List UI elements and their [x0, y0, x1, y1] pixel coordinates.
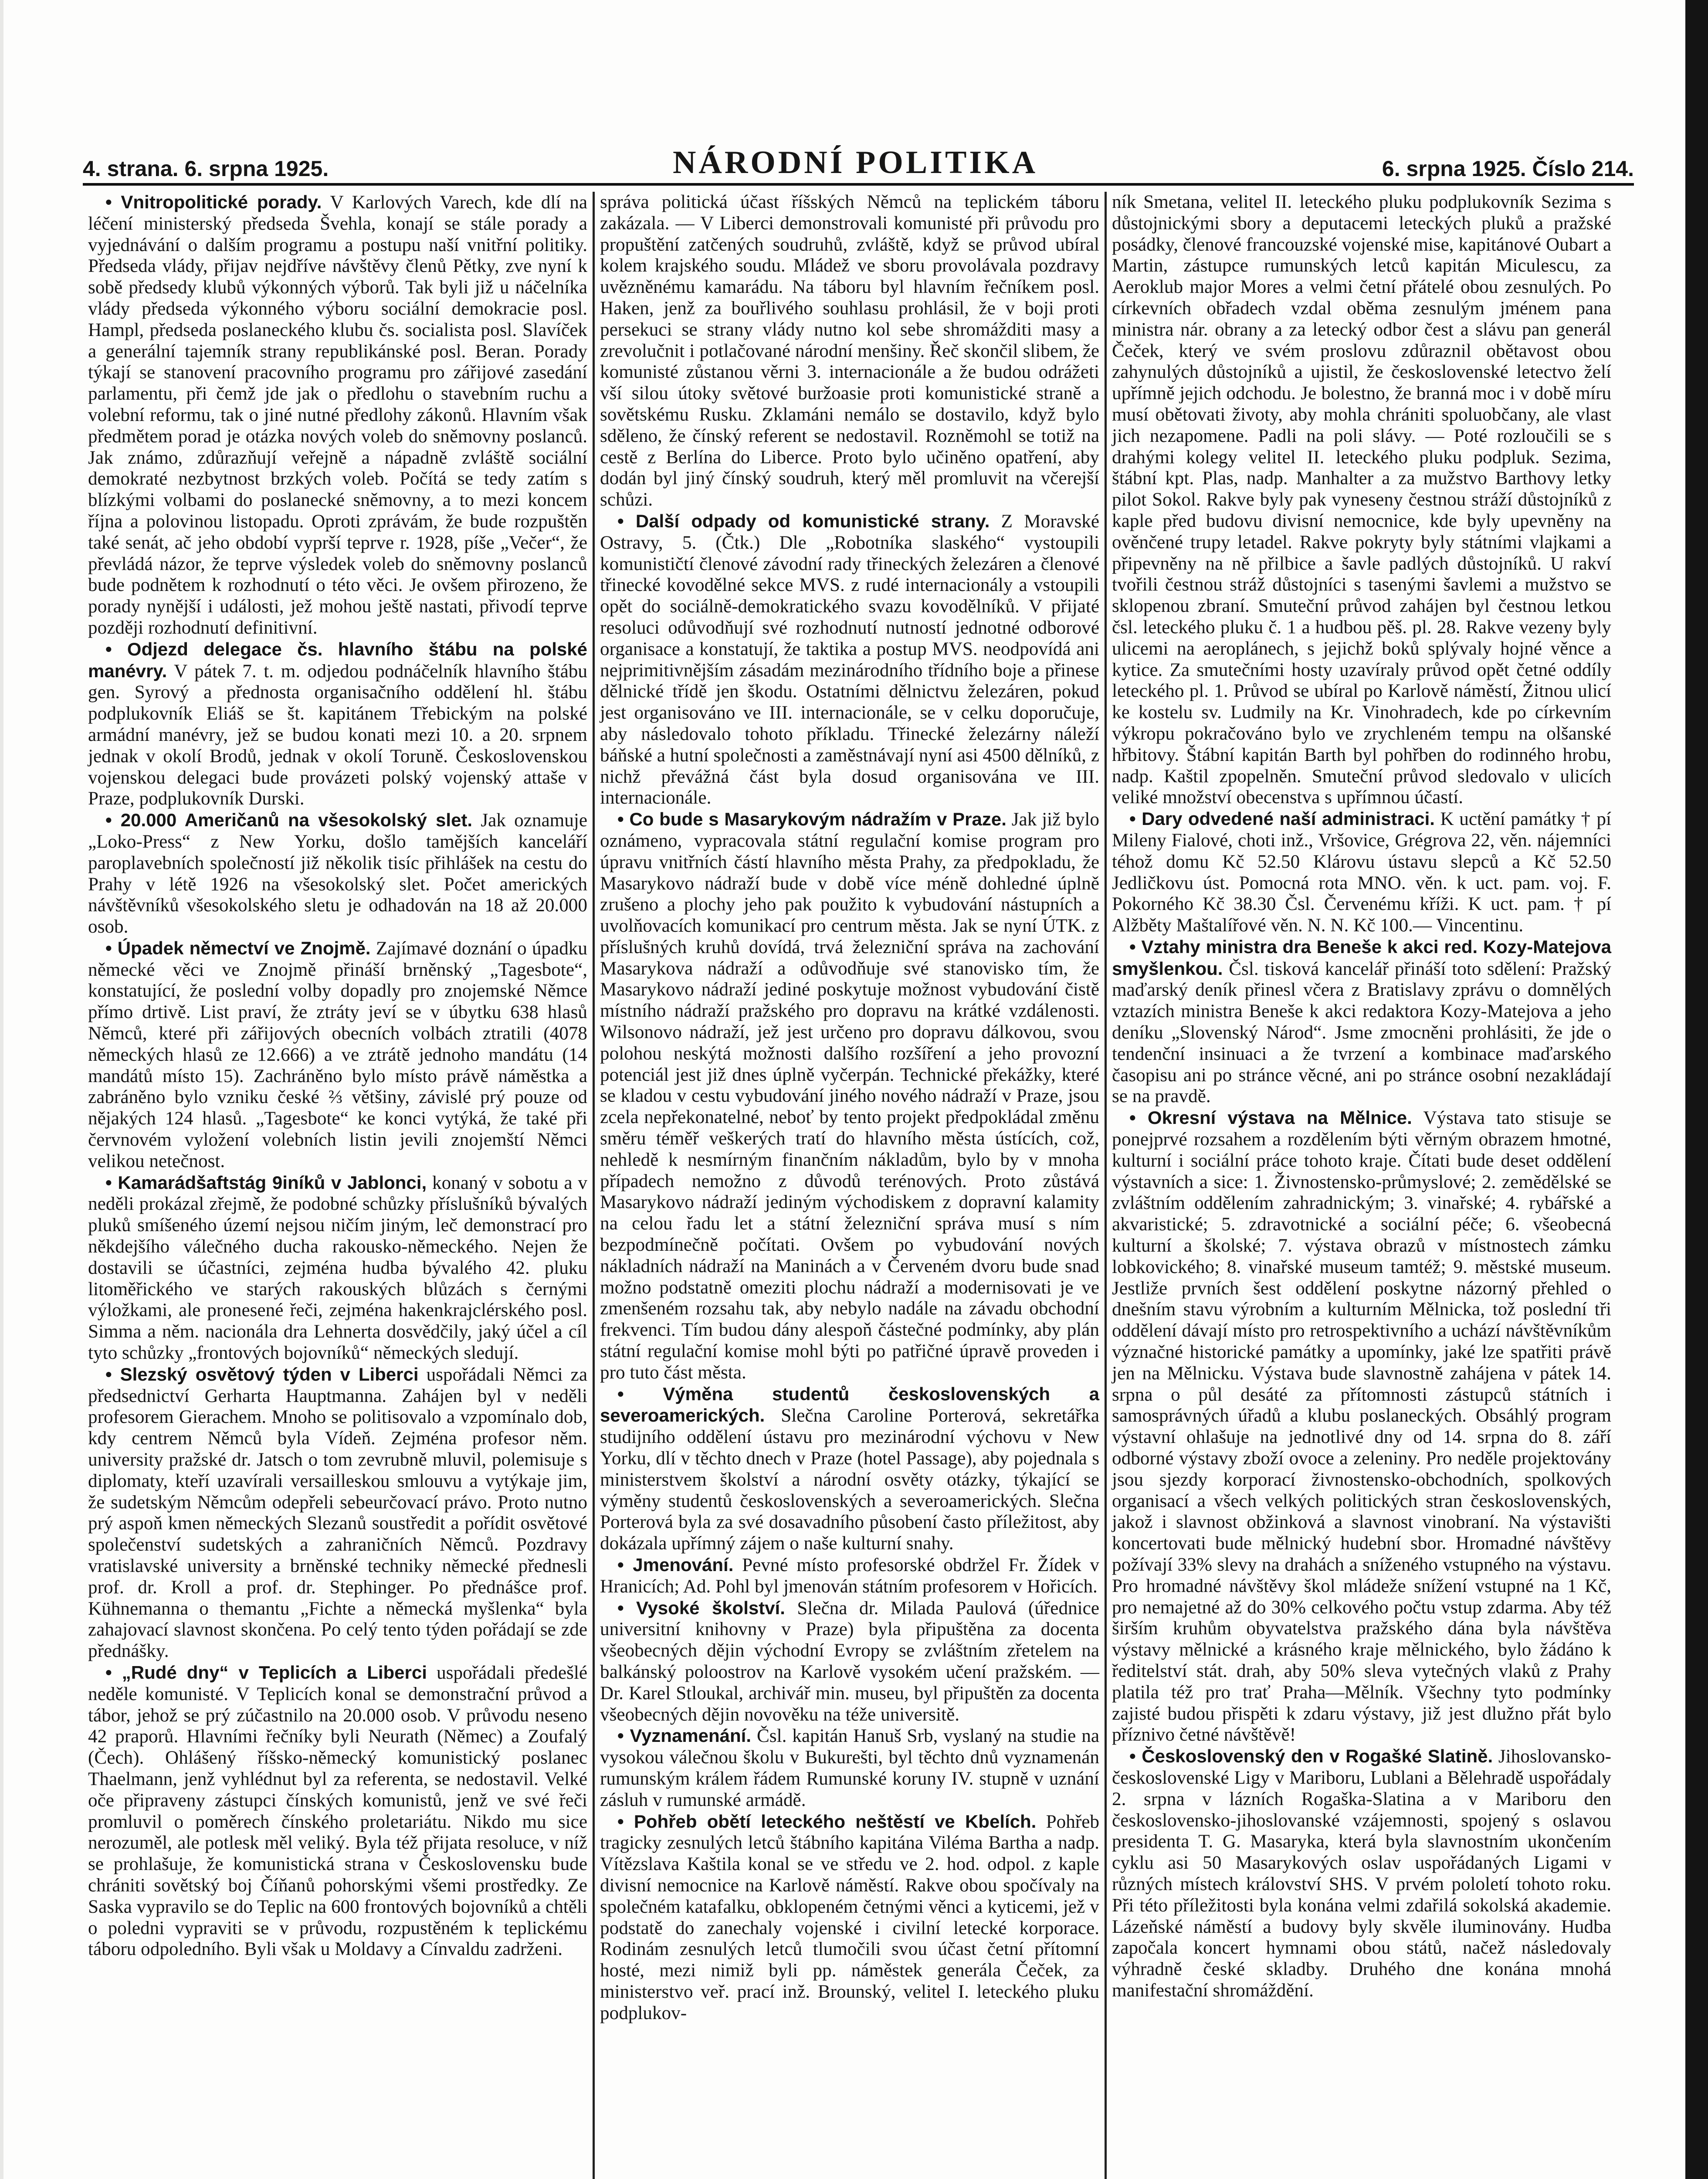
article-body: ník Smetana, velitel II. leteckého pluku podplukovník Sezima s důstojnickými sbory a deputacemi leteckých pluků a pražské posádky, členové francouzské vojenské mise, kapitánové Oubart a Martin, zástupce rumunských letců kapitán Miculescu, za Aeroklub major Mores a velmi četní přátelé obou zesnulých. Po církevních obřadech vzdal oběma zesnulým jménem pana ministra nár. obrany a za letecký odbor čest a slávu pan generál Čeček, který ve svém proslovu zdůraznil obětavost obou zahynulých důstojníků a ujistil, že československé letectvo želí upřímně jejich odchodu. Je bolestno, že branná moc i v době míru musí obětovati životy, aby mohla chrániti spoluobčany, ale vlast jich nezapomene. Padli na poli slávy. — Poté rozloučili se s drahými kolegy velitel II. leteckého pluku podpluk. Sezima, štábní kpt. Plas, nadp. Manhalter a za mužstvo Barthovy letky pilot Sokol. Rakve byly pak vyneseny čestnou stráží důstojníků z kaple před budovu divisní nemocnice, kde byly upevněny na ověnčené trupy letadel. Rakve pokryty byly státními vlajkami a připevněny na ně přilbice a šavle padlých důstojníků. U rakví tvořili čestnou stráž důstojníci s tasenými šavlemi a mužstvo se sklopenou zbraní. Smuteční průvod zahájen byl čestnou letkou čsl. leteckého pluku č. 1 a hudbou pěš. pl. 28. Rakve vezeny byly ulicemi na aeroplánech, s jejichž boků splývaly hojné věnce a kytice. Za smutečními hosty uzavíraly průvod opět četné oddíly leteckého pl. 1. Průvod se ubíral po Karlově náměstí, Žitnou ulicí ke kostelu sv. Ludmily na Kr. Vinohradech, kde po církevním výkropu pokračováno bylo ve zrychleném tempu na olšanské hřbitovy. Štábní kapitán Barth byl pohřben do rodinného hrobu, nadp. Kaštil zpopelněn. Smuteční průvod sledovalo v ulicích veliké množství obecenstva s upřímnou účastí.: [1112, 192, 1611, 808]
article-paragraph: [600, 511, 1099, 809]
article-body: Čsl. kapitán Hanuš Srb, vyslaný na studie na vysokou válečnou školu v Bukurešti, byl těchto dnů vyznamenán rumunským králem řádem Rumunské koruny IV. stupně v uznání zásluh v rumunské armádě.: [600, 1726, 1100, 1810]
article-headline: • „Rudé dny“ v Teplicích a Liberci: [105, 1662, 427, 1683]
article-headline: • Odjezd delegace čs. hlavního štábu na polské manévry.: [88, 638, 587, 681]
column-2: [595, 192, 1105, 2179]
article-body: Jihoslovansko-československé Ligy v Mariboru, Lublani a Bělehradě uspořádaly 2. srpna v lázních Rogaška-Slatina a v Mariboru den československo-jihoslovanské vzájemnosti, spojený s oslavou presidenta T. G. Masaryka, která byla slavnostním ukončením cyklu asi 50 Masarykových oslav uspořádaných Ligami v různých místech království SHS. V prvém pololetí tohoto roku. Při této příležitosti byla konána velmi zdařilá sokolská akademie. Lázeňské náměstí a budovy byly skvěle iluminovány. Hudba započala koncert hymnami obou států, načež následovaly výhradně české skladby. Druhého dne konána mnohá manifestační shromáždění.: [1112, 1746, 1611, 2001]
article-headline: • Okresní výstava na Mělnice.: [1129, 1107, 1412, 1128]
masthead-title: NÁRODNÍ POLITIKA: [672, 145, 1038, 180]
column-1: [83, 192, 593, 2179]
header-rule: [83, 183, 1634, 186]
article-headline: • Vztahy ministra dra Beneše k akci red. Kozy-Matejova smyšlenkou.: [1112, 936, 1611, 979]
article-paragraph: [600, 1811, 1099, 2024]
article-body: V pátek 7. t. m. odjedou podnáčelník hlavního štábu gen. Syrový a přednosta organisačního oddělení hl. štábu podplukovník Eliáš se št. kapitánem Třebickým na polské armádní manévry, jež se budou konati mezi 10. a 20. srpnem jednak v okolí Brodů, jednak v okolí Toruně. Československou vojenskou delegaci bude provázeti polský vojenský attaše v Praze, podplukovník Durski.: [88, 661, 587, 809]
article-paragraph: [600, 192, 1099, 511]
article-body: K uctění památky † pí Mileny Fialové, choti inž., Vršovice, Grégrova 22, věn. nájemníci téhož domu Kč 52.50 Klárovu ústavu slepců a Kč 52.50 Jedličkovu úst. Pomocná rota MNO. věn. k uct. pam. voj. F. Pokorného Kč 38.30 Čsl. Červenému kříži. K uct. pam. † pí Alžběty Maštalířové věn. N. N. Kč 100.— Vincentinu.: [1112, 809, 1612, 936]
article-body: uspořádali předešlé neděle komunisté. V Teplicích konal se demonstrační průvod a tábor, jehož se prý zúčastnilo na 20.000 osob. V průvodu neseno 42 praporů. Hlavními řečníky byli Neurath (Němec) a Zoufalý (Čech). Ohlášený říšsko-německý komunistický poslanec Thaelmann, jenž vyhlédnut byl za referenta, se nedostavil. Velké oče připraveny zástupci čínských komunistů, jenž ve své řeči promluvil o poměrech čínského proletariátu. Nikdo mu sice nerozuměl, ale potlesk měl veliký. Byla též přijata resoluce, v níž se prohlašuje, že komunistická strana v Československu bude chrániti sovětský boj Číňanů pohorskými všemi prostředky. Ze Saska vypravilo se do Teplic na 600 frontových bojovníků a chtěli o poledni vypraviti se v průvodu, rozpustěném k teplickému táboru odpoledního. Byli však u Moldavy a Cínvaldu zadrženi.: [88, 1662, 587, 1960]
article-paragraph: [88, 1364, 587, 1662]
article-headline: • Československý den v Rogašké Slatině.: [1129, 1746, 1493, 1767]
page-header: [83, 139, 1634, 181]
article-paragraph: [1112, 937, 1611, 1107]
article-paragraph: [1112, 1746, 1611, 2002]
article-paragraph: [88, 810, 587, 938]
article-headline: • Dary odvedené naší administraci.: [1129, 808, 1435, 829]
article-paragraph: [600, 809, 1099, 1384]
article-paragraph: [88, 1662, 587, 1960]
article-body: Čsl. tisková kancelář přináší toto sdělení: Pražský maďarský deník přinesl včera z Bratislavy zprávu o domnělých vztazích ministra Beneše k akci redaktora Kozy-Matejova a jeho deníku „Slovenský Národ“. Jsme zmocněni prohlásiti, že jde o tendenční insinuaci a že tvrzení a kombinace maďarského časopisu ani po stránce věcné, ani po stránce osobní nezakládají se na pravdě.: [1112, 958, 1611, 1107]
article-paragraph: [600, 1384, 1099, 1554]
article-body: Slečna dr. Milada Paulová (úřednice universitní knihovny v Praze) byla připuštěna za docenta všeobecných dějin východní Evropy se zvláštním zřetelem na balkánský poloostrov na Karlově vysokém učení pražském. — Dr. Karel Stloukal, archivář min. museu, byl připuštěn za docenta všeobecných dějin novověku na téže universitě.: [600, 1598, 1100, 1725]
article-headline: • Vnitropolitické porady.: [105, 192, 322, 212]
article-paragraph: [600, 1598, 1099, 1726]
article-columns: [83, 192, 1634, 2179]
article-body: V Karlových Varech, kde dlí na léčení ministerský předseda Švehla, konají se stále porady a vyjednávání o dalším programu a postupu naší vnitřní politiky. Předseda vlády, přijav nejdříve návštěvy členů Pětky, zve nyní k sobě předsedy klubů výkonných výborů. Tak byli již u náčelníka vlády předseda výkonného výboru sociální demokracie posl. Hampl, předseda poslaneckého klubu čs. socialista posl. Slavíček a generální tajemník strany republikánské posl. Beran. Porady týkají se stanovení pracovního programu pro zářijové zasedání parlamentu, při čemž jde jak o předlohu o stavebním ruchu a volební reformu, tak o jiné nutné předlohy zákonů. Hlavním však předmětem porad je otázka nových voleb do sněmovny poslanců. Jak známo, zdůrazňují veřejně a nápadně zvláště sociální demokraté nezbytnost brzkých voleb. Počítá se tedy zatím s blízkými volbami do poslanecké sněmovny, a to mezi koncem října a polovinou listopadu. Oproti zprávám, že bude rozpuštěn také senát, ač jeho období vyprší teprve r. 1928, píše „Večer“, že převládá názor, že teprve výsledek voleb do sněmovny poslanců bude podnětem k rozhodnutí o této věci. Je ovšem přirozeno, že porady nynější i události, jež mohou ještě nastati, přivodí teprve později rozhodnutí definitivní.: [88, 192, 587, 638]
article-body: Z Moravské Ostravy, 5. (Čtk.) Dle „Robotníka slaského“ vystoupili komunističtí členové závodní rady třineckých železáren a členové třinecké kovodělné sekce MVS. z rudé internacionály a vstoupili opět do sociálně-demokratického svazu kovodělníků. V přijaté resoluci odůvodňují své rozhodnutí nutností jednotné odborové organisace a konstatují, že taktika a postup MVS. neodpovídá ani nejprimitivnějším zásadám mezinárodního třídního boje a přinese dělnické třídě jen škodu. Ostatními dělnictvu železáren, pokud jest organisováno ve III. internacionále, se v celku doporučuje, aby následovalo tohoto příkladu. Třinecké železárny náleží báňské a hutní společnosti a zaměstnávají nyní asi 4500 dělníků, z nichž převážná část byla dosud organisována ve III. internacionále.: [600, 511, 1100, 808]
article-headline: • Kamarádšaftstág 9iníků v Jablonci,: [105, 1172, 427, 1193]
article-body: Zajímavé doznání o úpadku německé věci ve Znojmě přináší brněnský „Tagesbote“, konstatující, že poslední volby dopadly pro znojemské Němce přímo drtivě. List praví, že ztráty jeví se v úbytku 638 hlasů Němců, které při zářijových obecních volbách ztratili (4078 německých hlasů ze 12.666) a ve ztrátě jednoho mandátu (14 mandátů místo 15). Zachráněno bylo místo právě náměstka a zabráněno bylo vzniku české ⅔ většiny, závislé prý pouze od nějakých 124 hlasů. „Tagesbote“ ke konci vytýká, že také při červnovém vyložení volebních listin jevili znojemští Němci velikou netečnost.: [88, 938, 587, 1171]
article-headline: • Jmenování.: [617, 1554, 734, 1575]
article-body: správa politická účast říšských Němců na teplickém táboru zakázala. — V Liberci demonstrovali komunisté při průvodu pro propuštění zatčených soudruhů, zvláště, když se průvod ubíral kolem krajského soudu. Mládež ve sboru provolávala pozdravy uvězněnému kamarádu. Na táboru byl hlavním řečníkem posl. Haken, jenž za bouřlivého souhlasu prohlásil, že v boji proti persekuci se strany vlády nutno kol sebe shromážditi masy a zrevolučnit i potlačované národní menšiny. Řeč skončil slibem, že komunisté zůstanou věrni 3. internacionále a že budou odrážeti vší silou útoky světové buržoasie proti komunistické straně a sovětskému Rusku. Zklamáni nemálo se dostavilo, když bylo sděleno, že čínský referent se nedostavil. Rozněmohl se totiž na cestě z Berlína do Liberce. Proto bylo učiněno opatření, aby dodán byl jiný čínský soudruh, který měl promluvit na včerejší schůzi.: [600, 192, 1099, 510]
article-paragraph: [1112, 1107, 1611, 1746]
article-body: uspořádali Němci za předsednictví Gerharta Hauptmanna. Zahájen byl v neděli profesorem Gierachem. Mnoho se politisovalo a vzpomínalo dob, kdy centrem Němců byla Vídeň. Zejména profesor něm. university pražské dr. Jatsch o tom zevrubně mluvil, polemisuje s diplomaty, kteří uzavírali versailleskou smlouvu a vytýkaje jim, že sudetským Němcům odepřeli sebeurčovací právo. Proto nutno prý aspoň kmen německých Slezanů soustředit a pořídit osvětové společenství sudetských a zahraničních Němců. Pozdravy vratislavské university a brněnské techniky německé přednesli prof. dr. Kroll a prof. dr. Stephinger. Po přednášce prof. Kühnemanna o themantu „Fichte a německá myšlenka“ byla zahajovací slavnost skončena. Po celý tento týden pořádají se zde přednášky.: [88, 1364, 588, 1662]
article-headline: • Slezský osvětový týden v Liberci: [105, 1364, 419, 1385]
edge-mark: [1685, 0, 1708, 2179]
article-paragraph: [600, 1554, 1099, 1598]
article-body: Výstava tato stisuje se ponejprvé rozsahem a rozdělením býti věrným obrazem hmotné, kulturní i sociální práce tohoto kraje. Čítati bude deset oddělení výstavních a sice: 1. Živnostensko-průmyslové; 2. zemědělské se zvláštním oddělením zahradnickým; 3. vinařské; 4. rybářské a akvaristické; 5. zdravotnické a sociální péče; 6. všeobecná kulturní a školské; 7. výstava obrazů v místnostech zámku lobkovického; 8. vinařské museum tamtéž; 9. městské museum. Jestliže prvních šest oddělení poskytne názorný přehled o dnešním stavu výrobním a kulturním Mělnicka, tož poslední tři oddělení dávají místo pro retrospektivního a uchází návštěvníkům význačné historické památky a upomínky, jaké lze spatřiti právě jen na Mělnicku. Výstava bude slavnostně zahájena v pátek 14. srpna o půl desáté za přítomnosti zástupců státních i samosprávných úřadů a klubu poslaneckých. Obsáhlý program výstavní ohlašuje na jednotlivé dny od 14. srpna do 8. září odborné výstavy zboží ovoce a zeleniny. Pro neděle projektovány jsou sjezdy korporací živnostensko-obchodních, spolkových organisací a všech velkých politických stran československých, jakož i slavnost obžinková a slavnost vinobraní. Na výstavišti koncertovati bude mělnický hudební sbor. Hromadné návštěvy požívají 33% slevy na drahách a sníženého vstupného na výstavu. Pro hromadné návštěvy škol mládeže snížení vstupné na 1 Kč, pro nemajetné až do 30% celkového počtu vstup zdarma. Aby též širším kruhům obyvatelstva pražského dána byla návštěva výstavy mělnické a krásného kraje mělnického, bylo žádáno k ředitelství stát. drah, aby 50% sleva vytečných vlaků z Prahy platila též pro trať Praha—Mělník. Všechny tyto podmínky zajisté budou přispěti k zdaru výstavy, již jest dlužno přát bylo příznivo četné návštěvě!: [1112, 1108, 1611, 1745]
article-headline: • Vyznamenání.: [617, 1725, 752, 1746]
article-body: Jak již bylo oznámeno, vypracovala státní regulační komise program pro úpravu vnitřních částí hlavního města Prahy, za předpokladu, že Masarykovo nádraží bude v době více méně dohledné úplně zrušeno a plochy jeho pak použito k vybudování nástupních a uvolňovacích komunikací pro centrum města. Jak se nyní ÚTK. z příslušných kruhů dovídá, trvá železniční správa na zachování Masarykova nádraží a odůvodňuje své stanovisko tím, že Masarykovo nádraží jediné poskytuje možnost vybudování čistě místního nádraží pražského pro dopravu na krátké vzdálenosti. Wilsonovo nádraží, jež jest určeno pro dopravu dálkovou, svou polohou neskýtá možnosti dalšího rozšíření a jeho provozní potenciál jest již dnes úplně vyčerpán. Technické překážky, které se kladou v cestu vybudování jiného nového nádraží v Praze, jsou zcela nepřekonatelné, neboť by tento projekt předpokládal změnu směru téměř veškerých tratí do hlavního města ústících, což, nehledě k nesmírným finančním nákladům, bylo by v mnoha případech nemožno z důvodů terénových. Proto zůstává Masarykovo nádraží jediným východiskem z dopravní kalamity na celou řadu let a státní železniční správa musí s ním bezpodmínečně počítati. Ovšem po vybudování nových nákladních nádraží na Maninách a v Červeném dvoru bude snad možno podstatně omeziti plochu nádraží a modernisovati je ve zmenšeném rozsahu tak, aby nebylo nadále na závadu obchodní frekvenci. Tím budou dány alespoň částečné podmínky, aby plán státní regulační komise mohl býti po patřičné úpravě proveden i pro tuto část města.: [600, 809, 1099, 1383]
header-right: 6. srpna 1925. Číslo 214.: [1382, 156, 1634, 181]
article-headline: • Vysoké školství.: [617, 1597, 785, 1618]
article-headline: • Další odpady od komunistické strany.: [617, 510, 990, 531]
article-body: konaný v sobotu a v neděli prokázal zřejmě, že podobné schůzky příslušníků bývalých pluků smíšeného území nejsou ničím jiným, leč demonstrací pro někdejšího válečného ducha rakousko-německého. Nejen že dostavili se účastníci, zejména hudba bývalého 42. pluku litoměřického ve starých rakouských blůzách s černými výložkami, ale pronesené řeči, zejména hakenkrajclérského posl. Simma a něm. nacionála dra Lehnerta dosvědčily, jaký účel a cíl tyto schůzky „frontových bojovníků“ německých sledují.: [88, 1172, 587, 1364]
article-paragraph: [88, 1172, 587, 1364]
article-body: Pevné místo profesorské obdržel Fr. Žídek v Hranicích; Ad. Pohl byl jmenován státním profesorem v Hořicích.: [600, 1555, 1099, 1597]
article-paragraph: [1112, 192, 1611, 808]
column-3: [1107, 192, 1616, 2179]
article-body: Pohřeb tragicky zesnulých letců štábního kapitána Viléma Bartha a nadp. Vítězslava Kaštila konal se ve středu ve 2. hod. odpol. z kaple divisní nemocnice na Karlově náměstí. Rakve obou spočívaly na společném katafalku, obklopeném četnými věnci a kyticemi, jež v podstatě do zanechaly vojenské i civilní letecké korporace. Rodinám zesnulých letců tlumočili svou účast četní přítomní hosté, mezi nimiž byli pp. náměstek generála Čeček, za ministerstvo veř. prací inž. Brounský, velitel I. leteckého pluku podplukov-: [600, 1811, 1100, 2023]
article-paragraph: [88, 192, 587, 639]
article-headline: • 20.000 Američanů na všesokolský slet.: [105, 810, 473, 831]
article-paragraph: [88, 938, 587, 1172]
article-paragraph: [1112, 808, 1611, 937]
header-left: 4. strana. 6. srpna 1925.: [83, 156, 329, 181]
article-paragraph: [88, 639, 587, 810]
article-body: Slečna Caroline Porterová, sekretářka studijního oddělení ústavu pro mezinárodní výchovu v New Yorku, dlí v těchto dnech v Praze (hotel Passage), aby pojednala s ministerstvem školství a národní osvěty otázky, týkající se výměny studentů československých a severoamerických. Slečna Porterová byla za své dosavadního působení často příležitost, aby dokázala upřímný zájem o naše kulturní snahy.: [600, 1405, 1099, 1554]
article-headline: • Pohřeb obětí leteckého neštěstí ve Kbelích.: [617, 1811, 1037, 1832]
edge-mark: [0, 0, 3, 2179]
article-headline: • Úpadek němectví ve Znojmě.: [105, 937, 371, 958]
article-headline: • Co bude s Masarykovým nádražím v Praze.: [617, 809, 1006, 830]
article-paragraph: [600, 1725, 1099, 1811]
article-body: Jak oznamuje „Loko-Press“ z New Yorku, došlo tamějších kanceláří paroplavebních společností již několik tisíc přihlášek na cestu do Prahy v létě 1926 na všesokolský slet. Počet amerických návštěvníků všesokolského sletu je odhadován na 18 až 20.000 osob.: [88, 810, 588, 937]
article-headline: • Výměna studentů československých a severoamerických.: [600, 1383, 1099, 1426]
